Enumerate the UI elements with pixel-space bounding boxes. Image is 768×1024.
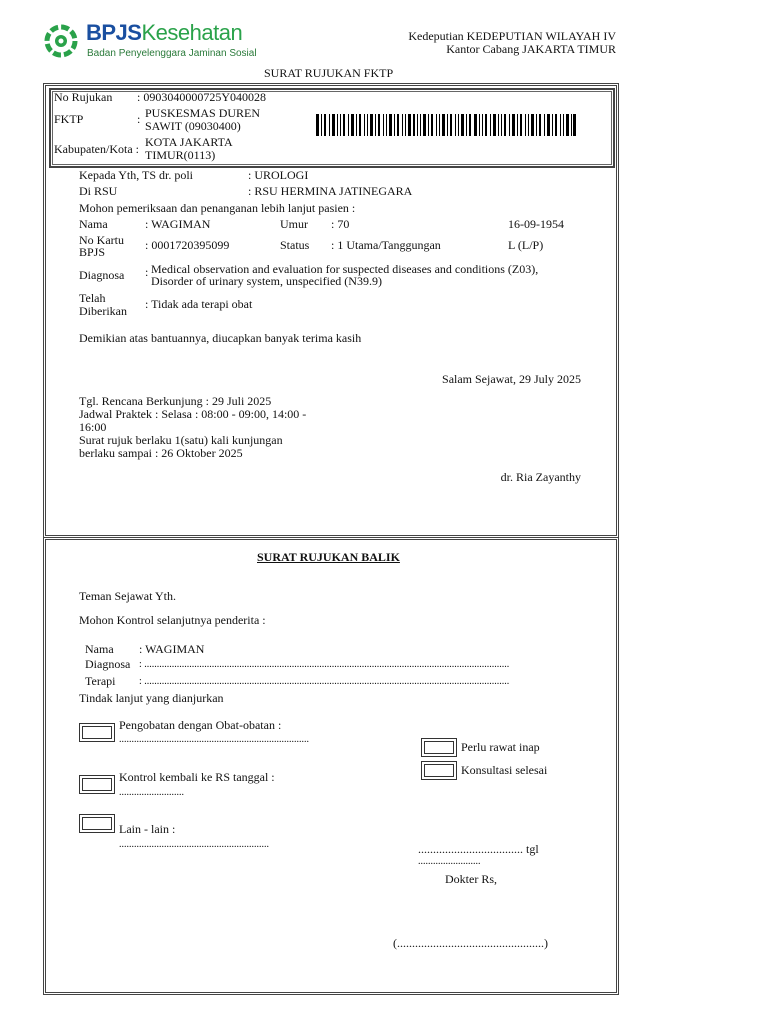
checkbox-rawat-inap[interactable]	[421, 738, 457, 757]
opt-obat-label: Pengobatan dengan Obat-obatan :	[119, 718, 282, 732]
logo-tagline: Badan Penyelenggara Jaminan Sosial	[87, 48, 257, 59]
tgl-line-2: .........................	[418, 856, 481, 867]
fktp-value-1: PUSKESMAS DUREN	[145, 106, 261, 120]
schedule-line-1: Jadwal Praktek : Selasa : 08:00 - 09:00, 14:00 -	[79, 407, 307, 421]
terapi-label-2: Diberikan	[79, 304, 127, 318]
balik-terapi-label: Terapi	[85, 674, 116, 688]
kab-value-2: TIMUR(0113)	[145, 148, 216, 162]
opt-lain-label: Lain - lain :	[119, 822, 176, 836]
sex-value: L (L/P)	[508, 238, 544, 252]
terapi-label-1: Telah	[79, 291, 106, 305]
checkbox-lain[interactable]	[79, 814, 115, 833]
diag-line-1: Medical observation and evaluation for suspected diseases and conditions (Z03),	[151, 262, 539, 276]
kab-value-1: KOTA JAKARTA	[145, 135, 233, 149]
fktp-colon: :	[137, 112, 141, 126]
schedule-line-2: 16:00	[79, 420, 107, 434]
document-title: SURAT RUJUKAN FKTP	[264, 66, 394, 80]
dob-value: 16-09-1954	[508, 217, 564, 231]
umur-value: : 70	[331, 217, 350, 231]
nama-label: Nama	[79, 217, 108, 231]
branch-text: Kantor Cabang JAKARTA TIMUR	[446, 42, 616, 56]
balik-terapi-value: : ..................................................................................................................................................	[139, 676, 510, 687]
opt-rawat-label: Perlu rawat inap	[461, 740, 540, 754]
fktp-value-2: SAWIT (09030400)	[145, 119, 241, 133]
balik-diag-label: Diagnosa	[85, 657, 131, 671]
intro-text: Mohon pemeriksaan dan penanganan lebih lanjut pasien :	[79, 201, 356, 215]
tgl-line: ................................... tgl	[418, 842, 539, 856]
bpjs-logo-icon	[44, 24, 78, 58]
terapi-value: : Tidak ada terapi obat	[145, 297, 253, 311]
visit-date: Tgl. Rencana Berkunjung : 29 Juli 2025	[79, 394, 272, 408]
diag-label: Diagnosa	[79, 268, 125, 282]
kab-label: Kabupaten/Kota :	[54, 142, 139, 156]
checkbox-konsultasi-selesai[interactable]	[421, 761, 457, 780]
to-value: : UROLOGI	[248, 168, 309, 182]
logo-name: Kesehatan	[141, 20, 243, 45]
status-label: Status	[280, 238, 310, 252]
balik-nama-value: : WAGIMAN	[139, 642, 205, 656]
balik-nama-label: Nama	[85, 642, 114, 656]
barcode	[316, 114, 576, 136]
deputy-text: Kedeputian KEDEPUTIAN WILAYAH IV	[408, 29, 616, 43]
logo-brand: BPJS	[86, 20, 142, 45]
opt-lain-dots: ............................................................	[119, 839, 269, 850]
diag-colon: :	[145, 265, 149, 279]
opt-obat-dots: ............................................................................	[119, 734, 309, 745]
fktp-label: FKTP	[54, 112, 84, 126]
thanks-text: Demikian atas bantuannya, diucapkan banyak terima kasih	[79, 331, 362, 345]
rsu-label: Di RSU	[79, 184, 118, 198]
balik-diag-value: : ..................................................................................................................................................	[139, 659, 510, 670]
checkbox-obat[interactable]	[79, 723, 115, 742]
kartu-value: : 0001720395099	[145, 238, 230, 252]
checkbox-kontrol[interactable]	[79, 775, 115, 794]
greeting-text: Teman Sejawat Yth.	[79, 589, 177, 603]
balik-title: SURAT RUJUKAN BALIK	[257, 550, 400, 564]
valid-line-1: Surat rujuk berlaku 1(satu) kali kunjungan	[79, 433, 283, 447]
rsu-value: : RSU HERMINA JATINEGARA	[248, 184, 413, 198]
rujukan-value: : 0903040000725Y040028	[137, 90, 266, 104]
salam-text: Salam Sejawat, 29 July 2025	[442, 372, 581, 386]
signature-line: (.................................................)	[393, 936, 548, 950]
to-label: Kepada Yth, TS dr. poli	[79, 168, 193, 182]
followup-text: Tindak lanjut yang dianjurkan	[79, 691, 224, 705]
status-value: : 1 Utama/Tanggungan	[331, 238, 441, 252]
nama-value: : WAGIMAN	[145, 217, 211, 231]
request-text: Mohon Kontrol selanjutnya penderita :	[79, 613, 266, 627]
diag-line-2: Disorder of urinary system, unspecified (N39.9)	[151, 274, 382, 288]
valid-line-2: berlaku sampai : 26 Oktober 2025	[79, 446, 243, 460]
opt-kontrol-label: Kontrol kembali ke RS tanggal :	[119, 770, 275, 784]
doctor-name: dr. Ria Zayanthy	[500, 470, 581, 484]
opt-kontrol-dots: ..........................	[119, 787, 184, 798]
kartu-label-2: BPJS	[79, 245, 106, 259]
umur-label: Umur	[280, 217, 308, 231]
rujukan-label: No Rujukan	[54, 90, 113, 104]
bpjs-logo	[44, 20, 257, 62]
dokter-rs-label: Dokter Rs,	[445, 872, 497, 886]
opt-selesai-label: Konsultasi selesai	[461, 763, 548, 777]
kartu-label-1: No Kartu	[79, 233, 124, 247]
